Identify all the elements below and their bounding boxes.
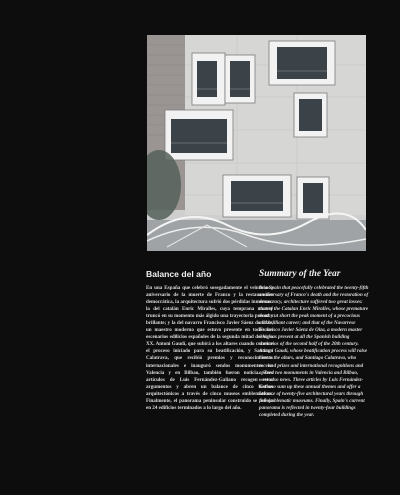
english-column: [259, 269, 369, 419]
english-body-text: In a Spain that peacefully celebrated the twenty-fifth anniversary of Franco's death and the restoration of democracy, architecture suffered two great losses: that of the Catalan Enric Miralles, whose premature death cut short the peak moment of a precocious and brilliant career; and that of the Navarrese Francisco Javier Sáenz de Oiza, a modern master who was present at all the Spanish building scenarios of the second half of the 20th century. Antoni Gaudí, whose beatification process will raise him to the altars, and Santiago Calatrava, who received prizes and international recognitions and opened two monuments in Valencia and Bilbao, were also news. Three articles by Luis Fernández-Galiano sum up these annual themes and offer a balance of twenty-five architectural years through five emblematic museums. Finally, Spain's current panorama is reflected in twenty-four buildings completed during the year.: [259, 285, 369, 418]
facade-illustration: [147, 35, 366, 251]
english-title: Summary of the Year: [259, 269, 341, 279]
spanish-title: Balance del año: [146, 269, 212, 279]
building-facade-photo: [147, 35, 366, 251]
spanish-column: [146, 269, 273, 412]
spanish-body-text: En una España que celebró sosegadamente el veinticinco aniversario de la muerte de Franco y la restauración democrática, la arquitectura sufrió dos pérdidas inmensas: la del catalán Enric Miralles, cuya temprana muerte truncó en su momento más álgido una trayectoria precoz y brillante; y la del navarro Francisco Javier Sáenz de Oiza, un maestro moderno que estuvo presente en todos los escenarios edilicios españoles de la segunda mitad del siglo XX. Antoni Gaudí, que subirá a los altares cuando culmine el proceso iniciado para su beatificación, y Santiago Calatrava, que recibió premios y reconocimientos internacionales e inauguró sendos monumentos en Valencia y en Bilbao, también fueron noticia. Tres artículos de Luis Fernández-Galiano recogen estos argumentos y abren un balance de cinco lustros arquitectónicos a través de cinco museos emblemáticos. Finalmente, el panorama peninsular construido se refleja en 24 edificios terminados a lo largo del año.: [146, 285, 273, 411]
